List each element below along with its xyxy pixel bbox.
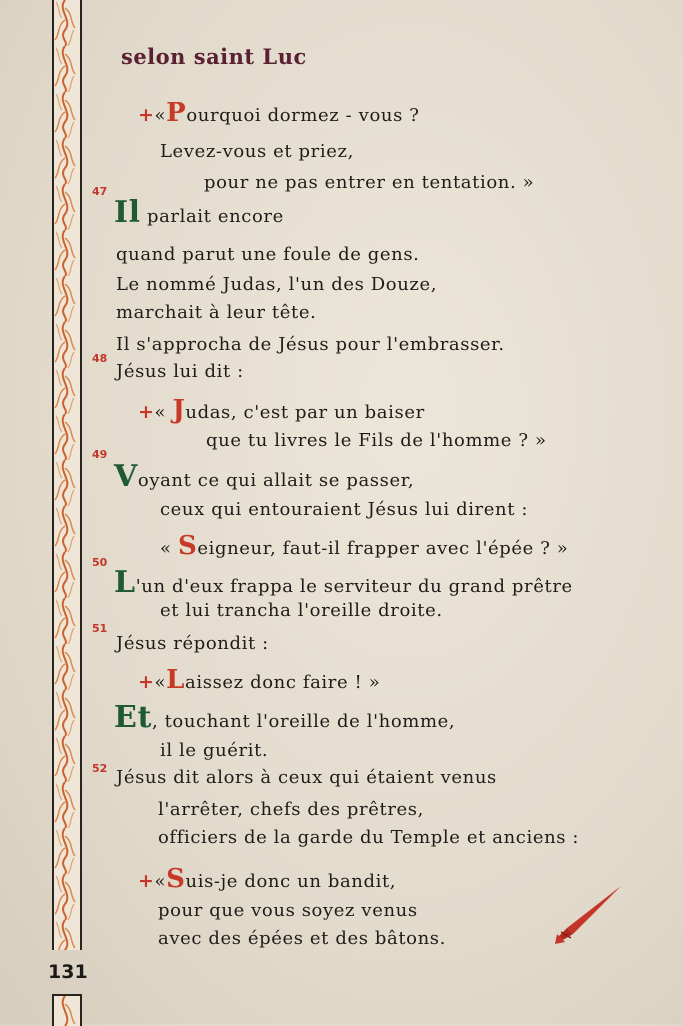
verse-number: 51	[92, 622, 108, 635]
initial-letter: Il	[114, 195, 141, 230]
page-number: 131	[48, 961, 88, 983]
initial-letter: S	[166, 864, 186, 894]
initial-letter: Et	[114, 700, 152, 735]
line-text: eigneur, faut-il frapper avec l'épée ? »	[197, 538, 569, 559]
text-line: Le nommé Judas, l'un des Douze,	[116, 274, 438, 295]
text-line: Jésus dit alors à ceux qui étaient venus	[116, 767, 497, 788]
open-quote: «	[154, 402, 167, 423]
cross-mark: +	[138, 104, 155, 126]
text-line	[138, 667, 380, 693]
text-line	[114, 700, 456, 735]
line-text: parlait encore	[140, 206, 284, 227]
initial-letter: L	[166, 665, 186, 695]
text-line: marchait à leur tête.	[116, 302, 317, 323]
line-text: oyant ce qui allait se passer,	[137, 470, 415, 491]
text-line: l'arrêter, chefs des prêtres,	[158, 799, 424, 820]
line-text: uis-je donc un bandit,	[185, 871, 397, 892]
line-text: ourquoi dormez - vous ?	[186, 105, 420, 126]
line-text: aissez donc faire ! »	[185, 672, 381, 693]
text-line: Il s'approcha de Jésus pour l'embrasser.	[116, 334, 505, 355]
initial-letter: P	[166, 98, 187, 128]
verse-number: 50	[92, 556, 108, 569]
text-line	[138, 866, 396, 892]
text-line	[114, 459, 415, 494]
open-quote: «	[154, 672, 167, 693]
text-line: il le guérit.	[160, 740, 269, 761]
text-line: quand parut une foule de gens.	[116, 244, 420, 265]
text-line: officiers de la garde du Temple et anciens :	[158, 827, 580, 848]
page-header: selon saint Luc	[121, 44, 307, 69]
line-text: udas, c'est par un baiser	[185, 402, 425, 423]
flame-vine-border-stub-icon	[54, 996, 76, 1026]
line-text: 'un d'eux frappa le serviteur du grand prêtre	[135, 576, 573, 597]
text-line	[138, 100, 419, 126]
text-line	[114, 195, 284, 230]
initial-letter: L	[114, 565, 136, 600]
red-quill-pen-icon	[553, 884, 623, 946]
cross-mark: +	[138, 671, 155, 693]
flame-vine-border-icon	[54, 0, 76, 950]
verse-number: 49	[92, 448, 108, 461]
text-line: Levez-vous et priez,	[160, 141, 354, 162]
text-line: Jésus répondit :	[116, 633, 269, 654]
text-line: Jésus lui dit :	[116, 361, 244, 382]
verse-number: 48	[92, 352, 108, 365]
text-line: et lui trancha l'oreille droite.	[160, 600, 443, 621]
text-line: que tu livres le Fils de l'homme ? »	[206, 430, 547, 451]
text-line: avec des épées et des bâtons.	[158, 928, 446, 949]
initial-letter: J	[172, 395, 186, 425]
decorative-border	[52, 0, 82, 950]
verse-number: 52	[92, 762, 108, 775]
text-line	[138, 397, 425, 423]
cross-mark: +	[138, 401, 155, 423]
open-quote: «	[154, 871, 167, 892]
initial-letter: S	[177, 531, 198, 561]
initial-letter: V	[114, 459, 138, 494]
text-line	[160, 533, 568, 559]
verse-number: 47	[92, 185, 108, 198]
text-line: ceux qui entouraient Jésus lui dirent :	[160, 499, 529, 520]
text-line: pour que vous soyez venus	[158, 900, 418, 921]
text-line: pour ne pas entrer en tentation. »	[204, 172, 535, 193]
decorative-border-stub	[52, 994, 82, 1026]
text-line	[114, 565, 573, 600]
line-text: , touchant l'oreille de l'homme,	[151, 711, 456, 732]
cross-mark: +	[138, 870, 155, 892]
open-quote: «	[154, 105, 167, 126]
open-quote: «	[160, 538, 172, 559]
